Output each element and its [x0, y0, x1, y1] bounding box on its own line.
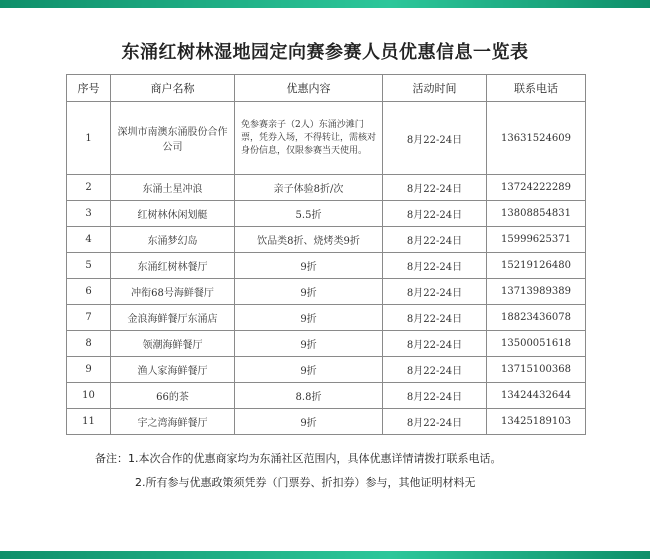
- row-merchant: 金浪海鲜餐厅东涌店: [111, 305, 235, 331]
- row-time: 8月22-24日: [383, 331, 487, 357]
- table-row: [67, 409, 586, 435]
- table-row: [67, 305, 586, 331]
- row-merchant: 东涌红树林餐厅: [111, 253, 235, 279]
- row-time: 8月22-24日: [383, 102, 487, 175]
- row-index: 1: [67, 102, 111, 175]
- row-offer: 9折: [235, 409, 383, 435]
- row-phone: 18823436078: [487, 305, 586, 331]
- table-row: [67, 331, 586, 357]
- row-offer: 5.5折: [235, 201, 383, 227]
- page-title: 东涌红树林湿地园定向赛参赛人员优惠信息一览表: [121, 42, 529, 63]
- row-phone: 13713989389: [487, 279, 586, 305]
- row-time: 8月22-24日: [383, 227, 487, 253]
- row-offer: 饮品类8折、烧烤类9折: [235, 227, 383, 253]
- row-time: 8月22-24日: [383, 305, 487, 331]
- row-merchant: 红树林休闲划艇: [111, 201, 235, 227]
- row-index: 10: [67, 383, 111, 409]
- row-index: 5: [67, 253, 111, 279]
- row-time: 8月22-24日: [383, 279, 487, 305]
- row-offer: 9折: [235, 357, 383, 383]
- table-row: [67, 279, 586, 305]
- row-merchant: 宇之湾海鲜餐厅: [111, 409, 235, 435]
- note-line-2: 2.所有参与优惠政策须凭券（门票券、折扣券）参与，其他证明材料无: [135, 476, 476, 489]
- table-row: [67, 201, 586, 227]
- row-merchant: 东涌梦幻岛: [111, 227, 235, 253]
- header-phone: 联系电话: [487, 75, 586, 102]
- row-phone: 13424432644: [487, 383, 586, 409]
- row-time: 8月22-24日: [383, 357, 487, 383]
- row-merchant: 66的茶: [111, 383, 235, 409]
- row-phone: 13724222289: [487, 175, 586, 201]
- row-offer: 亲子体验8折/次: [235, 175, 383, 201]
- table-row: [67, 175, 586, 201]
- header-time: 活动时间: [383, 75, 487, 102]
- row-merchant: 东涌土星冲浪: [111, 175, 235, 201]
- row-merchant: 冲衔68号海鲜餐厅: [111, 279, 235, 305]
- row-index: 9: [67, 357, 111, 383]
- table-row: [67, 383, 586, 409]
- row-offer: 8.8折: [235, 383, 383, 409]
- row-phone: 13808854831: [487, 201, 586, 227]
- table-row: [67, 227, 586, 253]
- row-time: 8月22-24日: [383, 175, 487, 201]
- row-offer: 9折: [235, 253, 383, 279]
- row-phone: 15999625371: [487, 227, 586, 253]
- row-index: 3: [67, 201, 111, 227]
- note-line-1: 备注：1.本次合作的优惠商家均为东涌社区范围内，具体优惠详情请拨打联系电话。: [95, 452, 502, 465]
- bottom-accent-band: [0, 551, 650, 559]
- row-offer: 9折: [235, 331, 383, 357]
- row-time: 8月22-24日: [383, 383, 487, 409]
- row-index: 4: [67, 227, 111, 253]
- row-index: 2: [67, 175, 111, 201]
- header-merchant: 商户名称: [111, 75, 235, 102]
- row-phone: 13425189103: [487, 409, 586, 435]
- row-merchant: 深圳市南澳东涌股份合作公司: [111, 102, 235, 175]
- merchant-table: [66, 74, 586, 435]
- row-offer: 9折: [235, 305, 383, 331]
- row-index: 7: [67, 305, 111, 331]
- row-phone: 13500051618: [487, 331, 586, 357]
- row-time: 8月22-24日: [383, 201, 487, 227]
- row-time: 8月22-24日: [383, 409, 487, 435]
- row-merchant: 领潮海鲜餐厅: [111, 331, 235, 357]
- row-index: 8: [67, 331, 111, 357]
- header-offer: 优惠内容: [235, 75, 383, 102]
- header-index: 序号: [67, 75, 111, 102]
- row-offer: 免参赛亲子（2人）东涌沙滩门票，凭券入场，不得转让，需核对身份信息，仅限参赛当天使用。: [235, 102, 383, 175]
- row-merchant: 渔人家海鲜餐厅: [111, 357, 235, 383]
- row-offer: 9折: [235, 279, 383, 305]
- table-header-row: [67, 75, 586, 102]
- row-phone: 15219126480: [487, 253, 586, 279]
- row-time: 8月22-24日: [383, 253, 487, 279]
- top-accent-band: [0, 0, 650, 8]
- table-row: [67, 357, 586, 383]
- row-phone: 13715100368: [487, 357, 586, 383]
- notes-section: [95, 447, 502, 495]
- row-phone: 13631524609: [487, 102, 586, 175]
- table-row: [67, 102, 586, 175]
- row-index: 11: [67, 409, 111, 435]
- row-index: 6: [67, 279, 111, 305]
- table-row: [67, 253, 586, 279]
